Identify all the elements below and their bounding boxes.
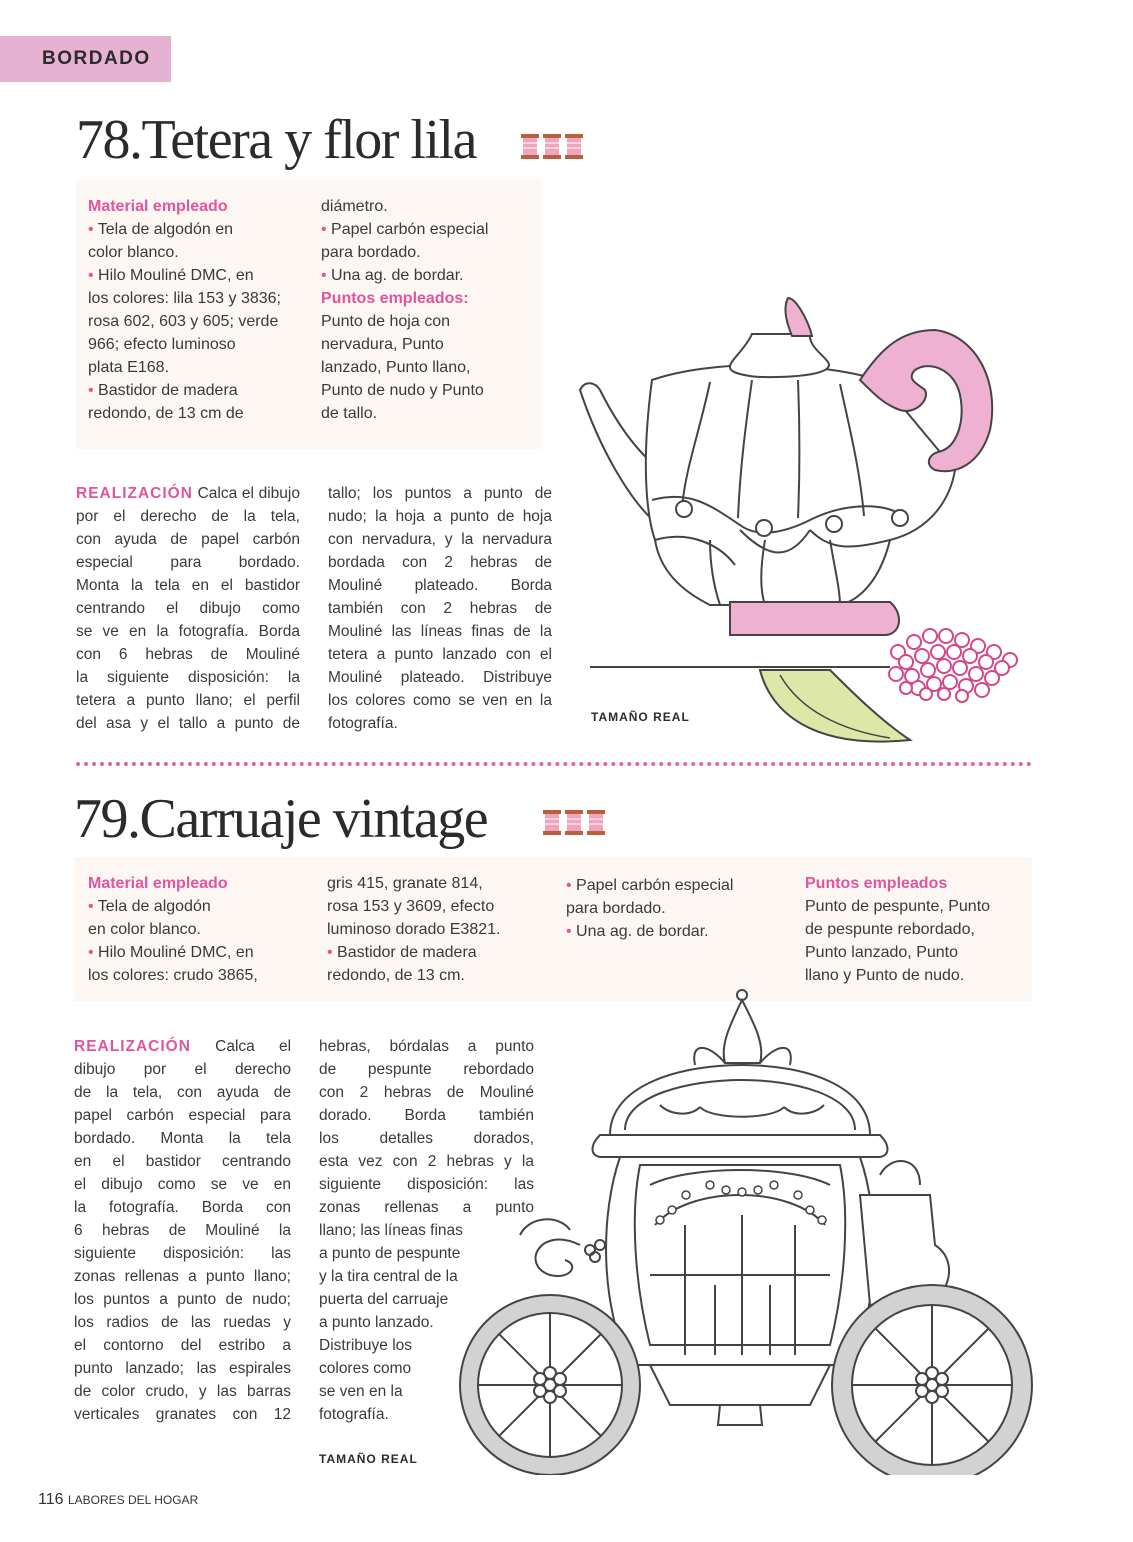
text-line: especial para bordado. [76,554,300,571]
text-line: los colores como se ven en la [328,692,552,709]
text-line: a punto lanzado. [319,1314,434,1331]
text-line: siguiente disposición: las [74,1245,291,1262]
text-line: el dibujo como se ve en [74,1176,291,1193]
spool-icon [565,134,583,159]
text-line: a punto de pespunte [319,1245,461,1262]
materials-heading: Material empleado [88,198,228,215]
text-line: Mouliné plateado. Distribuye [328,669,552,686]
instructions-78-left [76,482,300,735]
materials-78-left [88,195,281,425]
text-line: zonas rellenas a punto [319,1199,534,1216]
text-line: Distribuye los [319,1337,413,1354]
pattern-79-title: 79.Carruaje vintage [74,788,488,850]
list-item: luminoso dorado E3821. [327,921,501,938]
text-line: y la tira central de la [319,1268,458,1285]
stitches-79 [805,872,990,987]
list-item: lanzado, Punto llano, [321,359,471,376]
text-line: Monta la tela en el bastidor [76,577,300,594]
list-item: para bordado. [321,244,421,261]
list-item: • Papel carbón especial [566,877,734,894]
text-line: Mouliné las líneas finas de la [328,623,552,640]
text-line: también con 2 hebras de [328,600,552,617]
list-item: los colores: lila 153 y 3836; [88,290,281,307]
spool-icon [521,134,539,159]
list-item: en color blanco. [88,921,201,938]
materials-heading: Material empleado [88,875,228,892]
list-item: Punto de pespunte, Punto [805,898,991,915]
text-line: fotografía. [328,715,398,732]
instructions-78-right [328,482,552,735]
text-line: con 6 hebras de Mouliné [76,646,300,663]
text-line: en el bastidor centrando [74,1153,291,1170]
carriage-wheel [832,1285,1032,1475]
list-item: 966; efecto luminoso [88,336,236,353]
text-line: centrando el dibujo como [76,600,300,617]
list-item: Punto lanzado, Punto [805,944,959,961]
text-line: tetera a punto lanzado con el [328,646,552,663]
list-item: color blanco. [88,244,179,261]
text-line: REALIZACIÓN Calca el [74,1038,292,1055]
size-label-78: TAMAÑO REAL [591,710,690,724]
text-line: colores como [319,1360,412,1377]
list-item: los colores: crudo 3865, [88,967,258,984]
list-item: redondo, de 13 cm de [88,405,244,422]
text-line: los puntos a punto de nudo; [74,1291,291,1308]
materials-79-col2 [327,872,500,987]
text-line: con 2 hebras de Mouliné [319,1084,534,1101]
list-item: Punto de hoja con [321,313,450,330]
materials-78-right [321,195,488,425]
list-item: redondo, de 13 cm. [327,967,465,984]
stitches-heading: Puntos empleados: [321,290,469,307]
spool-icon [543,134,561,159]
text-line: 6 hebras de Mouliné la [74,1222,291,1239]
list-item: • Tela de algodón [88,898,211,915]
list-item: diámetro. [321,198,388,215]
text-line: esta vez con 2 hebras y la [319,1153,534,1170]
list-item: plata E168. [88,359,169,376]
materials-79-col3 [566,874,733,943]
text-line: los detalles dorados, [319,1130,534,1147]
carriage-illustration [450,985,1040,1475]
text-line: se ve en la fotografía. Borda [76,623,300,640]
difficulty-spools-icon [520,132,586,162]
difficulty-spools-icon [542,808,608,838]
text-line: bordada con 2 hebras de [328,554,552,571]
text-line: llano; las líneas finas [319,1222,463,1239]
text-line: punto lanzado; las espirales [74,1360,291,1377]
text-line: el contorno del estribo a [74,1337,291,1354]
text-line: Mouliné plateado. Borda [328,577,552,594]
text-line: de pespunte rebordado [319,1061,534,1078]
text-line: puerta del carruaje [319,1291,449,1308]
spool-icon [587,810,605,835]
text-line: dibujo por el derecho [74,1061,291,1078]
list-item: • Tela de algodón en [88,221,233,238]
teapot-illustration [560,290,1040,750]
text-line: tetera a punto llano; el perfil [76,692,300,709]
spool-icon [543,810,561,835]
list-item: llano y Punto de nudo. [805,967,965,984]
text-line: se ven en la [319,1383,403,1400]
list-item: de tallo. [321,405,378,422]
text-line: la siguiente disposición: la [76,669,300,686]
pattern-78-title: 78.Tetera y flor lila [76,109,476,171]
text-line: fotografía. [319,1406,389,1423]
text-line: REALIZACIÓN Calca el dibujo [76,485,300,502]
carriage-wheel [460,1295,640,1475]
section-tag [0,36,171,82]
list-item: para bordado. [566,900,666,917]
instructions-79-left [74,1035,291,1426]
list-item: nervadura, Punto [321,336,444,353]
magazine-name: LABORES DEL HOGAR [67,1493,199,1507]
list-item: Punto de nudo y Punto [321,382,484,399]
list-item: • Hilo Mouliné DMC, en [88,267,254,284]
text-line: hebras, bórdalas a punto [319,1038,534,1055]
list-item: gris 415, granate 814, [327,875,483,892]
list-item: • Hilo Mouliné DMC, en [88,944,254,961]
list-item: rosa 602, 603 y 605; verde [88,313,279,330]
text-line: con nervadura, y la nervadura [328,531,552,548]
list-item: • Bastidor de madera [88,382,238,399]
text-line: nudo; la hoja a punto de hoja [328,508,552,525]
text-line: verticales granates con 12 [74,1406,291,1423]
text-line: con ayuda de papel carbón [76,531,300,548]
page-number: 116 [38,1491,64,1508]
text-line: por el derecho de la tela, [76,508,300,525]
list-item: • Una ag. de bordar. [566,923,709,940]
section-divider [76,762,1032,766]
list-item: rosa 153 y 3609, efecto [327,898,495,915]
list-item: • Una ag. de bordar. [321,267,464,284]
page-footer [38,1491,198,1509]
list-item: • Bastidor de madera [327,944,477,961]
section-label: BORDADO [42,48,151,69]
materials-79-col1 [88,872,258,987]
text-line: zonas rellenas a punto llano; [74,1268,291,1285]
spool-icon [565,810,583,835]
text-line: del asa y el tallo a punto de [76,715,300,732]
text-line: los radios de las ruedas y [74,1314,291,1331]
text-line: la fotografía. Borda con [74,1199,291,1216]
list-item: de pespunte rebordado, [805,921,975,938]
text-line: siguiente disposición: las [319,1176,534,1193]
text-line: papel carbón especial para [74,1107,291,1124]
text-line: tallo; los puntos a punto de [328,485,552,502]
stitches-heading: Puntos empleados [805,875,948,892]
text-line: de la tela, con ayuda de [74,1084,291,1101]
text-line: de color crudo, y las barras [74,1383,291,1400]
text-line: dorado. Borda también [319,1107,534,1124]
size-label-79: TAMAÑO REAL [319,1452,418,1466]
list-item: • Papel carbón especial [321,221,489,238]
text-line: bordado. Monta la tela [74,1130,291,1147]
